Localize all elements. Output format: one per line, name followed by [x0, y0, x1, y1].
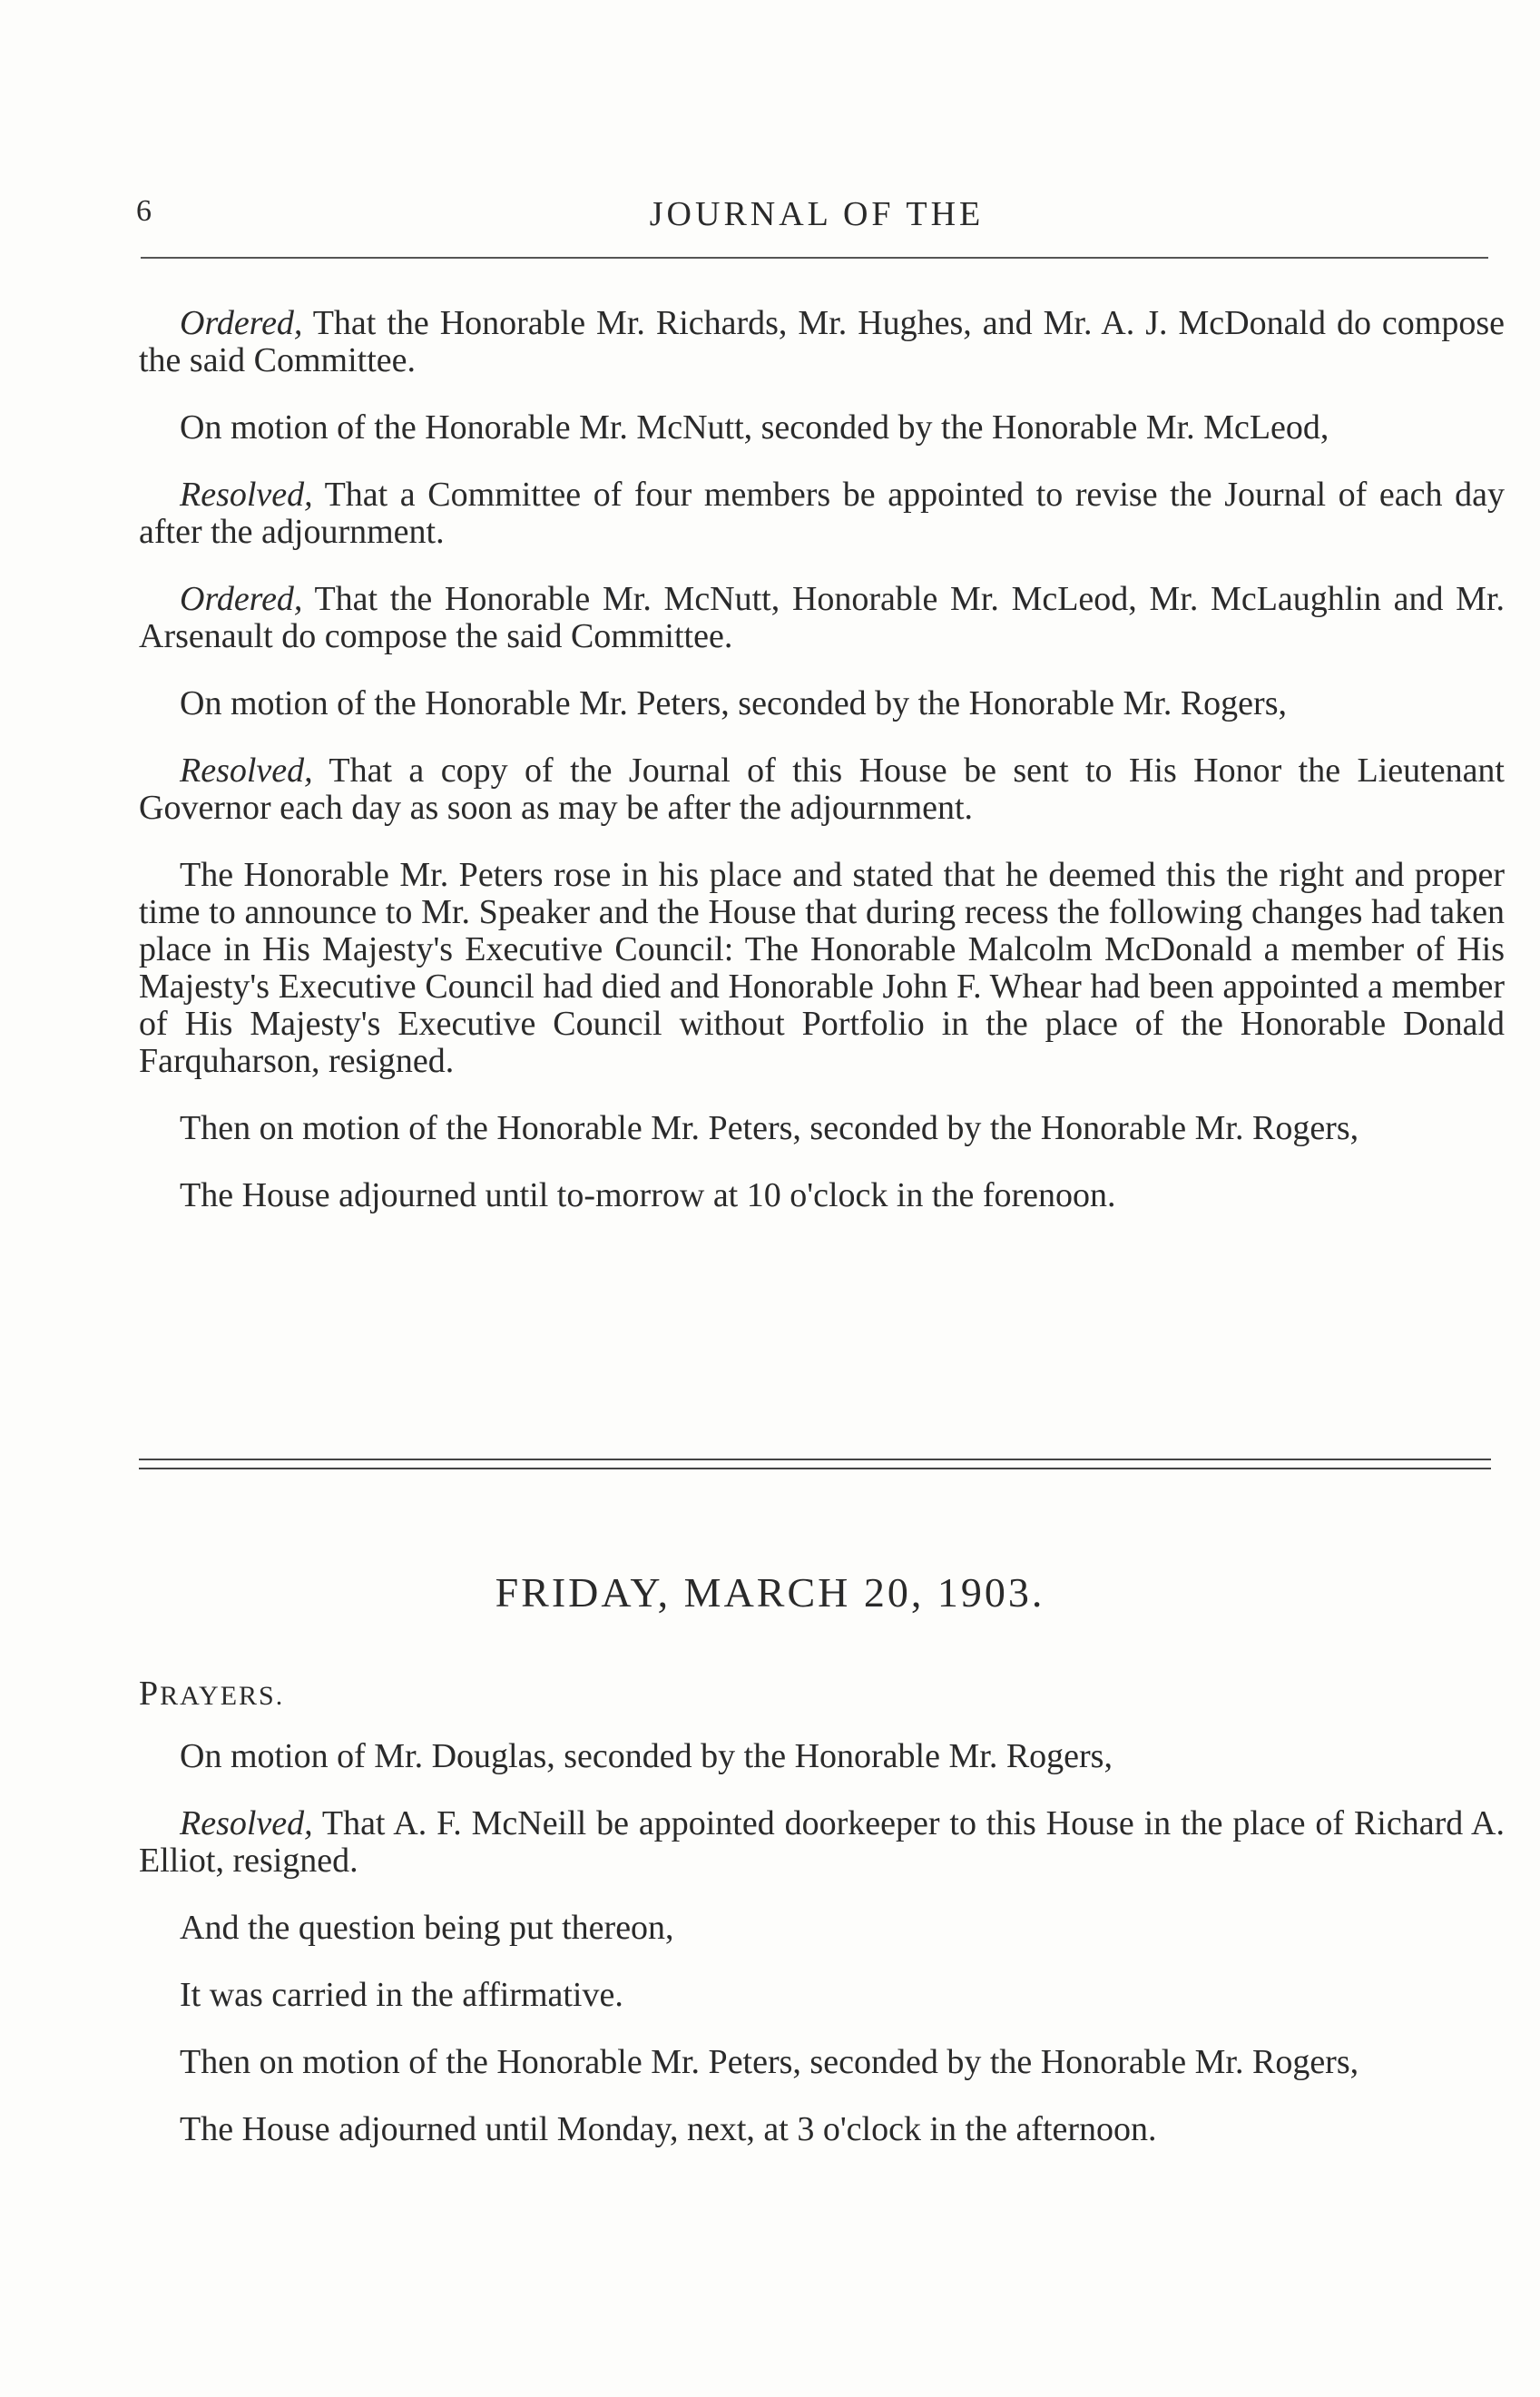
paragraph-house-adjourned: [139, 2111, 1505, 2148]
paragraph-resolved-journal-copy: [139, 752, 1505, 827]
date-heading: FRIDAY, MARCH 20, 1903.: [495, 1569, 1045, 1616]
paragraph-motion-adjourn: [139, 2044, 1505, 2081]
paragraph-ordered-journal-committee: [139, 581, 1505, 655]
proceedings-section-1: [139, 305, 1505, 1214]
paragraph-text: Then on motion of the Honorable Mr. Peters, seconded by the Honorable Mr. Rogers,: [180, 1109, 1359, 1147]
paragraph-motion-mcnutt: [139, 409, 1505, 447]
paragraph-motion-douglas: [139, 1738, 1505, 1775]
prayers-rest: RAYERS.: [160, 1681, 285, 1711]
paragraph-lead: Resolved,: [180, 1804, 313, 1842]
prayers-initial: P: [139, 1675, 161, 1713]
paragraph-text: It was carried in the affirmative.: [180, 1976, 623, 2014]
paragraph-lead: Resolved,: [180, 476, 313, 514]
paragraph-ordered-committee: [139, 305, 1505, 379]
paragraph-resolved-committee: [139, 476, 1505, 551]
paragraph-text: Then on motion of the Honorable Mr. Peters, seconded by the Honorable Mr. Rogers,: [180, 2043, 1359, 2081]
paragraph-text: On motion of Mr. Douglas, seconded by the Honorable Mr. Rogers,: [180, 1737, 1113, 1775]
running-head: JOURNAL OF THE: [649, 195, 985, 233]
paragraph-carried: [139, 1977, 1505, 2014]
paragraph-text: The House adjourned until Monday, next, at 3 o'clock in the afternoon.: [180, 2110, 1157, 2148]
paragraph-text: That a copy of the Journal of this House be sent to His Honor the Lieutenant Governor each day as soon as may be after the adjournment.: [139, 752, 1505, 827]
paragraph-resolved-doorkeeper: [139, 1805, 1505, 1880]
paragraph-text: On motion of the Honorable Mr. McNutt, seconded by the Honorable Mr. McLeod,: [180, 408, 1329, 447]
paragraph-lead: Resolved,: [180, 752, 313, 790]
proceedings-section-2: [139, 1738, 1505, 2148]
paragraph-text: The House adjourned until to-morrow at 10 o'clock in the forenoon.: [180, 1176, 1116, 1214]
paragraph-lead: Ordered,: [180, 580, 303, 618]
paragraph-question-put: [139, 1910, 1505, 1947]
paragraph-motion-adjourn: [139, 1110, 1505, 1147]
section-divider: [139, 1459, 1491, 1469]
paragraph-text: That a Committee of four members be appointed to revise the Journal of each day after the adjournment.: [139, 476, 1505, 551]
header-rule: [141, 257, 1488, 259]
paragraph-motion-peters: [139, 685, 1505, 722]
paragraph-executive-council: [139, 857, 1505, 1080]
paragraph-house-adjourned: [139, 1177, 1505, 1214]
page-header: [136, 189, 1497, 243]
paragraph-lead: Ordered,: [180, 304, 303, 342]
paragraph-text: That the Honorable Mr. Richards, Mr. Hughes, and Mr. A. J. McDonald do compose the said Committee.: [139, 304, 1505, 379]
paragraph-text: On motion of the Honorable Mr. Peters, seconded by the Honorable Mr. Rogers,: [180, 684, 1287, 722]
paragraph-text: That the Honorable Mr. McNutt, Honorable Mr. McLeod, Mr. McLaughlin and Mr. Arsenault do compose the said Committee.: [139, 580, 1505, 655]
prayers-heading: [139, 1674, 284, 1714]
paragraph-text: The Honorable Mr. Peters rose in his place and stated that he deemed this the right and proper time to announce to Mr. Speaker and the House that during recess the following changes had taken place in His Majesty's Executive Council: The Honorable Malcolm McDonald a member of His Majesty's Executive Council had died and Honorable John F. Whear had been appointed a member of His Majesty's Executive Council without Portfolio in the place of the Honorable Donald Farquharson, resigned.: [139, 856, 1505, 1080]
paragraph-text: That A. F. McNeill be appointed doorkeeper to this House in the place of Richard A. Elliot, resigned.: [139, 1804, 1505, 1880]
paragraph-text: And the question being put thereon,: [180, 1909, 674, 1947]
page-number: 6: [136, 194, 152, 228]
